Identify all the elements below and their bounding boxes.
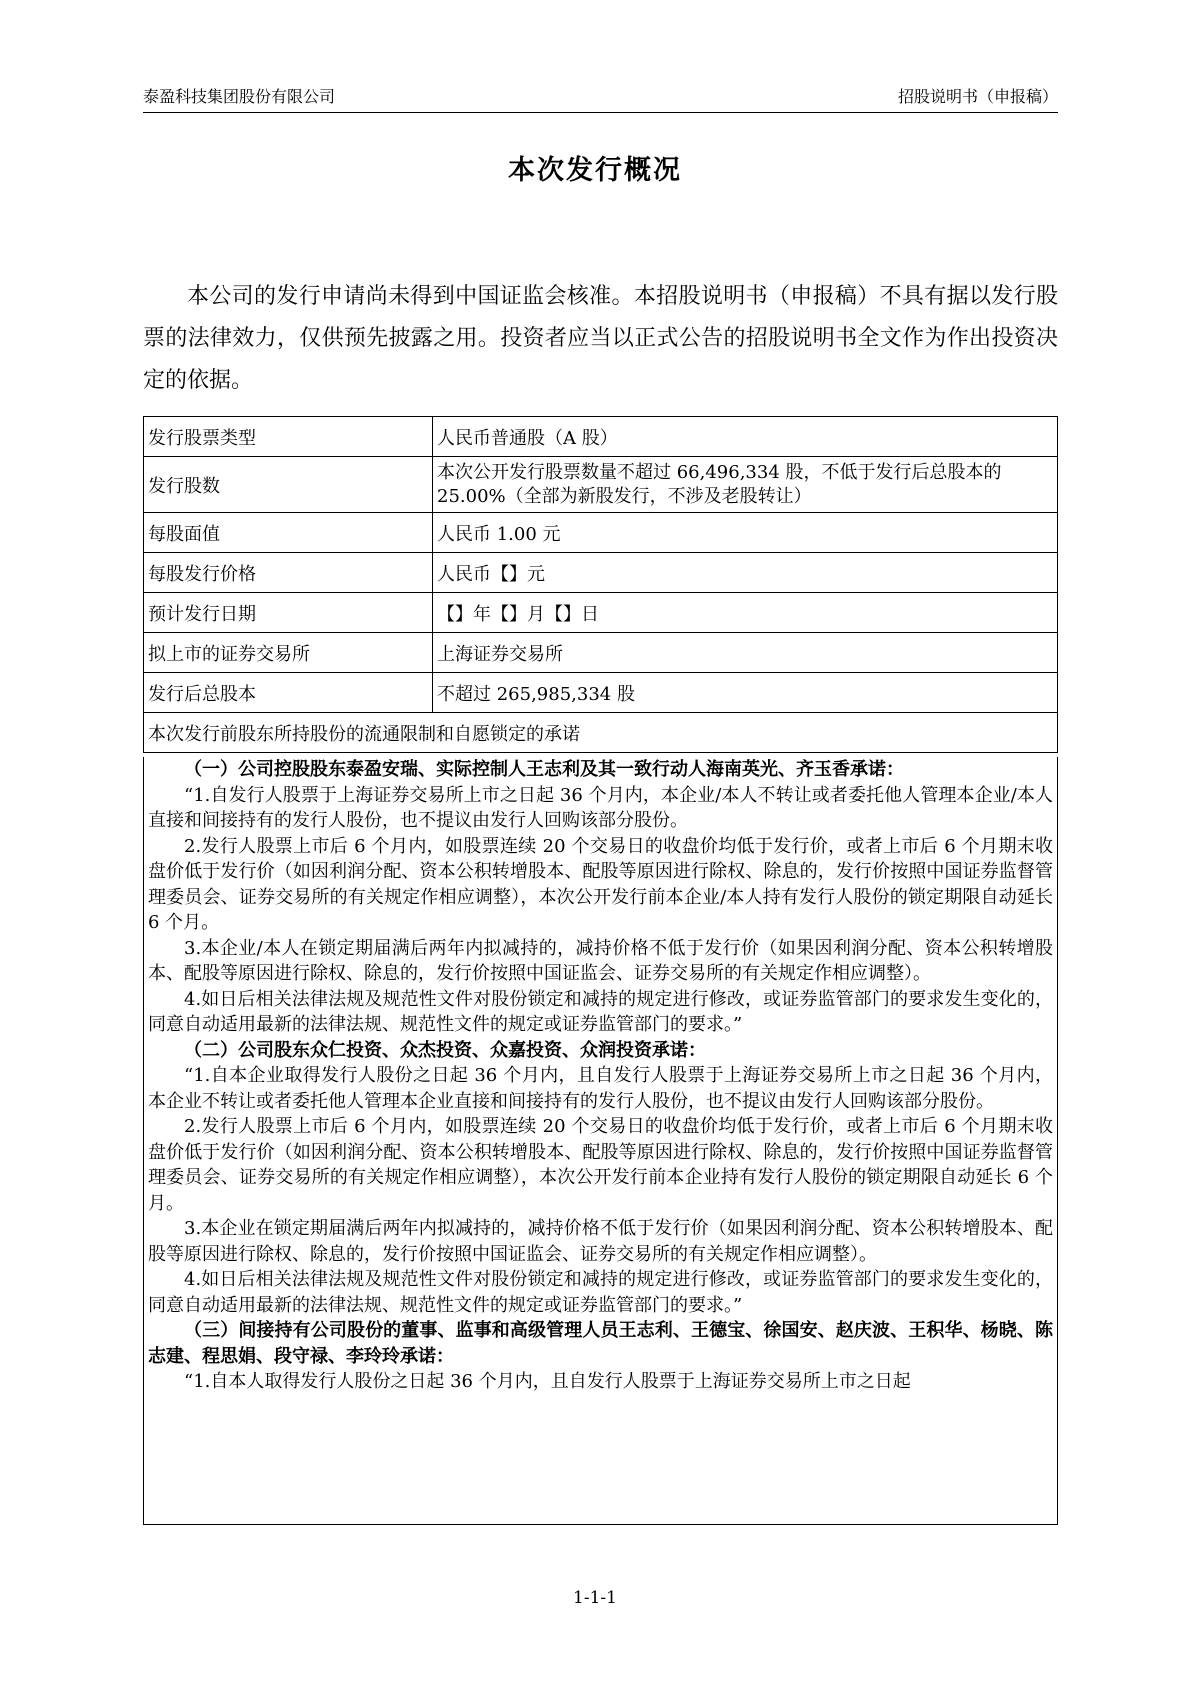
commitment-paragraph: 2.发行人股票上市后 6 个月内，如股票连续 20 个交易日的收盘价均低于发行价，或者上市后 6 个月期末收盘价低于发行价（如因利润分配、资本公积转增股本、配股等原因进行除权、除息的，发行价按照中国证券监督管理委员会、证券交易所的有关规定作相应调整），本次公开发行前本企业持有发行人股份的锁定期限自动延长 6 个月。 [148, 1116, 1053, 1214]
commitment-paragraph: “1.自本企业取得发行人股份之日起 36 个月内，且自发行人股票于上海证券交易所上市之日起 36 个月内，本企业不转让或者委托他人管理本企业直接和间接持有的发行人股份，也不提议由发行人回购该部分股份。 [148, 1065, 1053, 1112]
table-row [144, 417, 1058, 457]
commitment-paragraph: 3.本企业在锁定期届满后两年内拟减持的，减持价格不低于发行价（如果因利润分配、资本公积转增股本、配股等原因进行除权、除息的，发行价按照中国证监会、证券交易所的有关规定作相应调整）。 [148, 1218, 1053, 1265]
table-row [144, 457, 1058, 513]
offering-info-table [143, 416, 1058, 753]
row-value: 本次公开发行股票数量不超过 66,496,334 股，不低于发行后总股本的 25.00%（全部为新股发行，不涉及老股转让） [433, 457, 1058, 513]
commitment-paragraph: 4.如日后相关法律法规及规范性文件对股份锁定和减持的规定进行修改，或证券监管部门的要求发生变化的，同意自动适用最新的法律法规、规范性文件的规定或证券监管部门的要求。” [148, 988, 1053, 1035]
commitment-paragraph: 4.如日后相关法律法规及规范性文件对股份锁定和减持的规定进行修改，或证券监管部门的要求发生变化的，同意自动适用最新的法律法规、规范性文件的规定或证券监管部门的要求。” [148, 1269, 1053, 1316]
lockup-commitments [143, 757, 1058, 1525]
row-value: 人民币【】元 [433, 553, 1058, 593]
row-key: 发行后总股本 [144, 673, 433, 713]
section-heading: （一）公司控股股东泰盈安瑞、实际控制人王志利及其一致行动人海南英光、齐玉香承诺： [184, 759, 904, 780]
row-value: 不超过 265,985,334 股 [433, 673, 1058, 713]
row-key: 预计发行日期 [144, 593, 433, 633]
row-value: 人民币普通股（A 股） [433, 417, 1058, 457]
row-value: 人民币 1.00 元 [433, 513, 1058, 553]
commitment-paragraph: 2.发行人股票上市后 6 个月内，如股票连续 20 个交易日的收盘价均低于发行价，或者上市后 6 个月期末收盘价低于发行价（如因利润分配、资本公积转增股本、配股等原因进行除权、除息的，发行价按照中国证券监督管理委员会、证券交易所的有关规定作相应调整），本次公开发行前本企业/本人持有发行人股份的锁定期限自动延长 6 个月。 [148, 835, 1053, 933]
row-key: 发行股票类型 [144, 417, 433, 457]
page-number: 1-1-1 [573, 1588, 617, 1608]
section-heading: （三）间接持有公司股份的董事、监事和高级管理人员王志利、王德宝、徐国安、赵庆波、王积华、杨晓、陈志建、程思娟、段守禄、李玲玲承诺： [148, 1320, 1053, 1367]
row-key: 每股面值 [144, 513, 433, 553]
intro-paragraph: 本公司的发行申请尚未得到中国证监会核准。本招股说明书（申报稿）不具有据以发行股票的法律效力，仅供预先披露之用。投资者应当以正式公告的招股说明书全文作为作出投资决定的依据。 [143, 284, 1058, 393]
header-document-type: 招股说明书（申报稿） [897, 87, 1058, 106]
commitment-paragraph: “1.自发行人股票于上海证券交易所上市之日起 36 个月内，本企业/本人不转让或者委托他人管理本企业/本人直接和间接持有的发行人股份，也不提议由发行人回购该部分股份。 [148, 784, 1053, 831]
header-company-name: 泰盈科技集团股份有限公司 [143, 87, 336, 106]
commitment-paragraph: 3.本企业/本人在锁定期届满后两年内拟减持的，减持价格不低于发行价（如果因利润分配、资本公积转增股本、配股等原因进行除权、除息的，发行价按照中国证监会、证券交易所的有关规定作相应调整）。 [148, 937, 1053, 984]
page-header [143, 84, 1058, 113]
table-row [144, 593, 1058, 633]
page-title: 本次发行概况 [508, 155, 682, 186]
table-row [144, 713, 1058, 753]
row-key: 每股发行价格 [144, 553, 433, 593]
row-value: 上海证券交易所 [433, 633, 1058, 673]
row-key: 拟上市的证券交易所 [144, 633, 433, 673]
row-value: 【】年【】月【】日 [433, 593, 1058, 633]
table-row [144, 673, 1058, 713]
section-heading: （二）公司股东众仁投资、众杰投资、众嘉投资、众润投资承诺： [184, 1039, 706, 1061]
commitment-paragraph: “1.自本人取得发行人股份之日起 36 个月内，且自发行人股票于上海证券交易所上市之日起 [184, 1371, 911, 1392]
row-key: 发行股数 [144, 457, 433, 513]
lockup-section-heading: 本次发行前股东所持股份的流通限制和自愿锁定的承诺 [144, 713, 1058, 753]
table-row [144, 553, 1058, 593]
table-row [144, 513, 1058, 553]
table-row [144, 633, 1058, 673]
